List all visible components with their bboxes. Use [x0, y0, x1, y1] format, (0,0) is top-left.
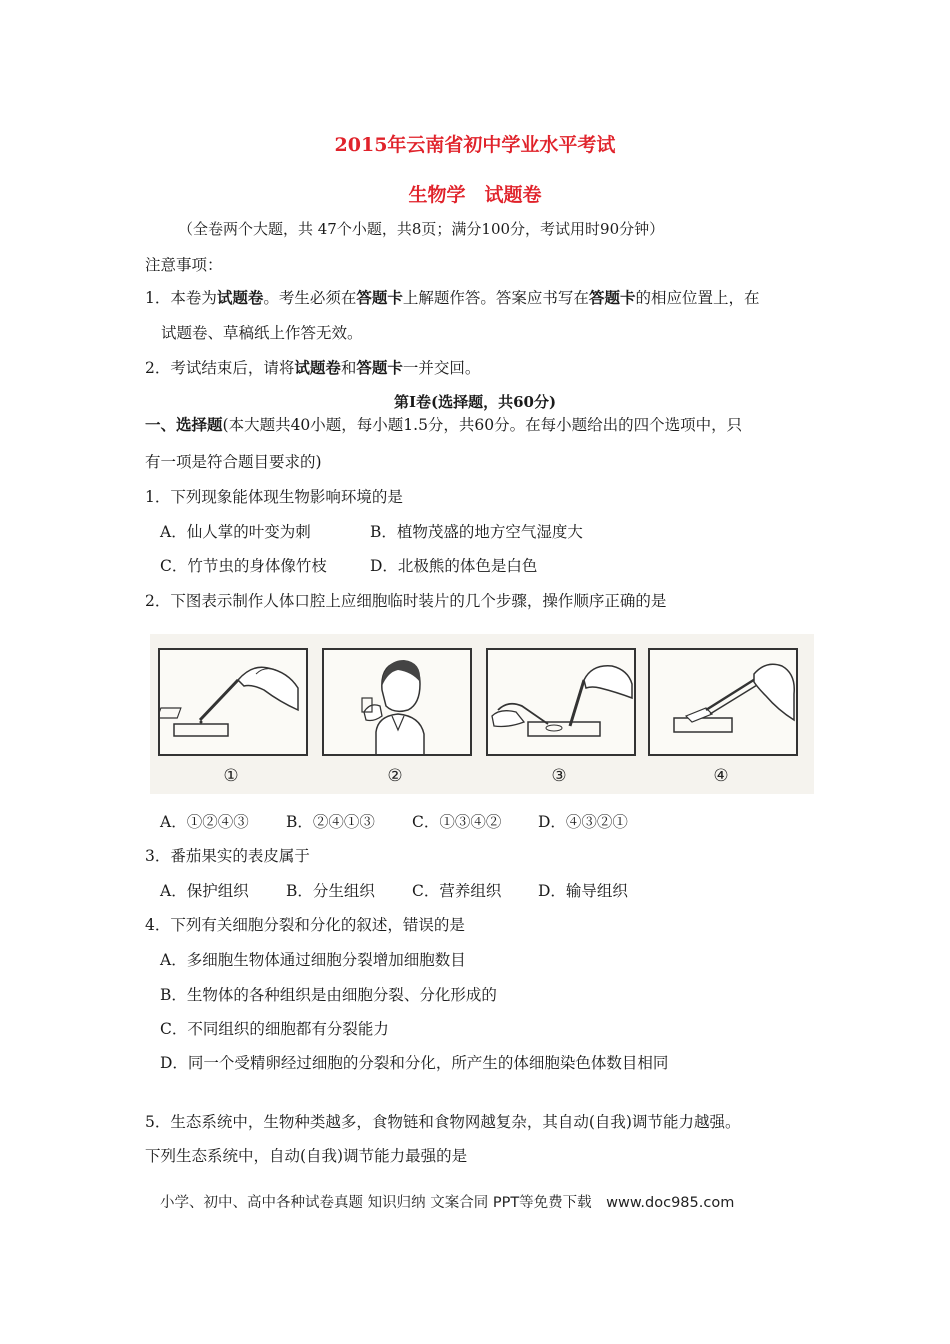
notice-item-1-text: 1．本卷为 — [145, 289, 217, 307]
notice-item-1-text: 的相应位置上，在 — [635, 289, 760, 307]
notice-item-2-text: 和 — [340, 359, 357, 377]
question-1-option-a: A．仙人掌的叶变为刺 — [160, 523, 311, 541]
notice-item-2-text: 2．考试结束后，请将 — [145, 359, 295, 377]
part-one-desc-continued: 有一项是符合题目要求的) — [145, 453, 322, 471]
figure-panel-4 — [648, 648, 798, 756]
footer-text: 小学、初中、高中各种试卷真题 知识归纳 文案合同 PPT等免费下载 www.doc985.com — [160, 1195, 735, 1211]
question-1-option-d: D．北极熊的体色是白色 — [370, 557, 538, 575]
slide-preparation-figure — [150, 634, 814, 794]
notice-item-1-bold: 答题卡 — [356, 288, 403, 307]
question-1-option-b: B．植物茂盛的地方空气湿度大 — [370, 523, 583, 541]
figure-panel-1 — [158, 648, 308, 756]
question-1-stem: 1．下列现象能体现生物影响环境的是 — [145, 488, 403, 506]
question-3-option-d: D．输导组织 — [538, 882, 628, 900]
cover-slip-illustration — [650, 650, 796, 754]
question-2-option-a: A．①②④③ — [160, 813, 249, 831]
question-1-option-c: C．竹节虫的身体像竹枝 — [160, 557, 327, 575]
exam-title: 2015年云南省初中学业水平考试 — [334, 134, 616, 156]
question-5-stem-continued: 下列生态系统中，自动(自我)调节能力最强的是 — [145, 1147, 468, 1165]
question-2-option-b: B．②④①③ — [286, 813, 375, 831]
part-one-label: 一、选择题 — [145, 415, 223, 434]
notice-item-1-text: 。考生必须在 — [263, 289, 357, 307]
part-one-heading — [145, 415, 742, 435]
section-title: 第Ⅰ卷(选择题，共60分) — [393, 393, 557, 411]
notice-heading: 注意事项： — [145, 256, 223, 274]
question-3-option-c: C．营养组织 — [412, 882, 502, 900]
figure-label-2: ② — [387, 766, 403, 786]
notice-item-1-bold: 答题卡 — [588, 288, 636, 307]
notice-item-1 — [145, 288, 759, 308]
notice-item-2-text: 一并交回。 — [402, 359, 481, 377]
figure-label-4: ④ — [713, 766, 729, 786]
question-4-option-b: B．生物体的各种组织是由细胞分裂、分化形成的 — [160, 986, 497, 1004]
question-3-stem: 3．番茄果实的表皮属于 — [145, 847, 310, 865]
notice-item-1-continued: 试题卷、草稿纸上作答无效。 — [161, 324, 363, 342]
boy-rinsing-mouth-illustration — [324, 650, 470, 754]
question-4-option-d: D．同一个受精卵经过细胞的分裂和分化，所产生的体细胞染色体数目相同 — [160, 1054, 669, 1072]
question-2-option-c: C．①③④② — [412, 813, 502, 831]
figure-label-3: ③ — [551, 766, 567, 786]
question-5-stem: 5．生态系统中，生物种类越多，食物链和食物网越复杂，其自动(自我)调节能力越强。 — [145, 1113, 741, 1131]
notice-item-2-bold: 答题卡 — [356, 358, 403, 377]
notice-item-1-bold: 试题卷 — [216, 288, 264, 307]
question-4-option-a: A．多细胞生物体通过细胞分裂增加细胞数目 — [160, 951, 466, 969]
figure-label-1: ① — [223, 766, 239, 786]
figure-panel-3 — [486, 648, 636, 756]
smear-on-slide-illustration — [488, 650, 634, 754]
question-2-option-d: D．④③②① — [538, 813, 628, 831]
figure-panel-2 — [322, 648, 472, 756]
question-3-option-b: B．分生组织 — [286, 882, 375, 900]
question-3-option-a: A．保护组织 — [160, 882, 249, 900]
exam-info: （全卷两个大题，共 47个小题，共8页；满分100分，考试用时90分钟） — [178, 220, 665, 238]
notice-item-1-text: 上解题作答。答案应书写在 — [402, 289, 589, 307]
notice-item-2 — [145, 358, 480, 378]
notice-item-2-bold: 试题卷 — [294, 358, 341, 377]
dropper-slide-illustration — [160, 650, 306, 754]
question-4-option-c: C．不同组织的细胞都有分裂能力 — [160, 1020, 389, 1038]
question-2-stem: 2．下图表示制作人体口腔上应细胞临时装片的几个步骤，操作顺序正确的是 — [145, 592, 667, 610]
part-one-desc: (本大题共40小题，每小题1.5分，共60分。在每小题给出的四个选项中，只 — [222, 416, 743, 434]
exam-subtitle: 生物学 试题卷 — [408, 184, 542, 206]
question-4-stem: 4．下列有关细胞分裂和分化的叙述，错误的是 — [145, 916, 465, 934]
